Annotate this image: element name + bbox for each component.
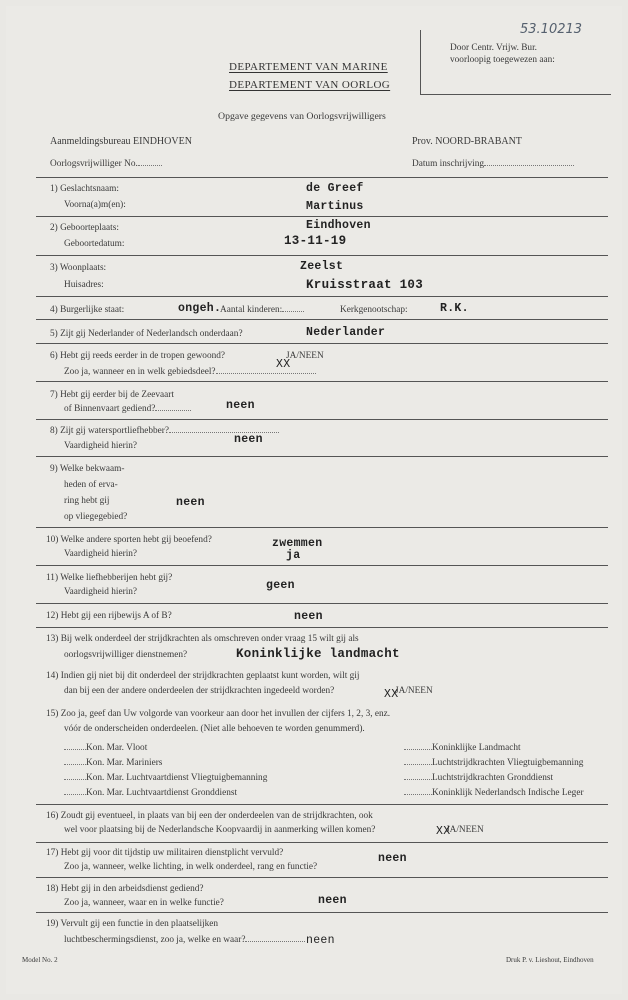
rule-8 <box>36 419 608 420</box>
rule-6 <box>36 343 608 344</box>
q9-line3: ring hebt gij <box>64 496 110 506</box>
q9-line2: heden of erva- <box>64 480 118 490</box>
q10-sport-value: zwemmen <box>272 537 323 550</box>
q15-right-item-blank <box>404 779 432 780</box>
q15-right-item-label: Koninklijk Nederlandsch Indische Leger <box>432 788 584 798</box>
q15-left-item-blank <box>64 749 86 750</box>
q4-label-religion: Kerkgenootschap: <box>340 305 408 315</box>
q15-right-item <box>404 759 583 768</box>
rule-9 <box>36 456 608 457</box>
q4-civil-status-value: ongeh. <box>178 302 222 315</box>
footer-printer: Druk P. v. Lieshout, Eindhoven <box>506 956 594 964</box>
q2-birthdate-value: 13-11-19 <box>284 234 347 248</box>
q16-line2: wel voor plaatsing bij de Nederlandsche Koopvaardij in aanmerking willen komen? <box>64 825 376 835</box>
q13-line1: 13) Bij welk onderdeel der strijdkrachten als omschreven onder vraag 15 wilt gij als <box>46 634 359 644</box>
q17-line1: 17) Hebt gij voor dit tijdstip uw militairen dienstplicht vervuld? <box>46 848 284 858</box>
rule-4 <box>36 296 608 297</box>
q15-right-item-label: Luchtstrijdkrachten Vliegtuigbemanning <box>432 758 584 768</box>
q13-line2: oorlogsvrijwilliger dienstnemen? <box>64 650 188 660</box>
q3-label-address: Huisadres: <box>64 280 104 290</box>
q6-line2: Zoo ja, wanneer en in welk gebiedsdeel? <box>64 368 316 377</box>
q15-left-item <box>64 789 237 798</box>
q14-mark: XX <box>384 688 399 701</box>
rule-11 <box>36 565 608 566</box>
q15-left-item-label: Kon. Mar. Luchtvaartdienst Vliegtuigbemanning <box>86 773 268 783</box>
q1-label-firstnames: Voorna(a)m(en): <box>64 200 126 210</box>
q15-right-item <box>404 774 553 783</box>
handwritten-reference: 53.10213 <box>520 22 583 37</box>
q16-mark: XX <box>436 825 451 838</box>
q1-label-surname: 1) Geslachtsnaam: <box>50 184 119 194</box>
q3-address-value: Kruisstraat 103 <box>306 278 424 292</box>
q9-value: neen <box>176 496 205 509</box>
q6-line1: 6) Hebt gij reeds eerder in de tropen gewoond? <box>50 351 226 361</box>
q15-left-item <box>64 759 162 768</box>
q8-line1: 8) Zijt gij watersportliefhebber? <box>50 427 279 436</box>
province: Prov. NOORD-BRABANT <box>412 136 522 147</box>
rule-15 <box>36 842 608 843</box>
q15-left-item-label: Kon. Mar. Vloot <box>86 743 148 753</box>
q15-line2: vóór de onderscheiden onderdeelen. (Niet alle behoeven te worden genummerd). <box>64 724 365 734</box>
q18-line1: 18) Hebt gij in den arbeidsdienst gediend? <box>46 884 204 894</box>
q4-label-civil-status: 4) Burgerlijke staat: <box>50 305 125 315</box>
aanmeldingsbureau: Aanmeldingsbureau EINDHOVEN <box>50 136 192 147</box>
q1-surname-value: de Greef <box>306 182 364 195</box>
q18-value: neen <box>318 894 347 907</box>
q15-left-item-blank <box>64 764 86 765</box>
q4-religion-value: R.K. <box>440 302 469 315</box>
q15-line1: 15) Zoo ja, geef dan Uw volgorde van voorkeur aan door het invullen der cijfers 1, 2, 3, enz. <box>46 709 391 719</box>
q15-right-item-blank <box>404 764 432 765</box>
rule-16 <box>36 877 608 878</box>
q2-label-birthdate: Geboortedatum: <box>64 239 125 249</box>
q15-right-item-blank <box>404 794 432 795</box>
q12-label: 12) Hebt gij een rijbewijs A of B? <box>46 611 172 621</box>
q9-line1: 9) Welke bekwaam- <box>50 464 125 474</box>
q17-line2: Zoo ja, wanneer, welke lichting, in welk onderdeel, rang en functie? <box>64 862 318 872</box>
rule-13 <box>36 627 608 628</box>
q12-value: neen <box>294 610 323 623</box>
q16-line1: 16) Zoudt gij eventueel, in plaats van bij een der onderdeelen van de strijdkrachten, ook <box>46 811 373 821</box>
form-title: Opgave gegevens van Oorlogsvrijwilligers <box>218 111 386 122</box>
q6-mark: XX <box>276 358 291 371</box>
dept-marine: DEPARTEMENT VAN MARINE <box>229 61 388 73</box>
rule-10 <box>36 527 608 528</box>
q7-line1: 7) Hebt gij eerder bij de Zeevaart <box>50 390 174 400</box>
rule-1 <box>36 177 608 178</box>
q15-left-item-blank <box>64 779 86 780</box>
q19-line2: luchtbeschermingsdienst, zoo ja, welke en waar? <box>64 936 305 945</box>
rule-2 <box>36 216 608 217</box>
q15-left-item-label: Kon. Mar. Luchtvaartdienst Gronddienst <box>86 788 238 798</box>
q11-value: geen <box>266 579 295 592</box>
q6-options: JA/NEEN <box>286 351 324 361</box>
q10-skill-value: ja <box>286 549 301 562</box>
rule-17 <box>36 912 608 913</box>
q11-line2: Vaardigheid hierin? <box>64 587 138 597</box>
q2-birthplace-value: Eindhoven <box>306 219 371 232</box>
q2-label-birthplace: 2) Geboorteplaats: <box>50 223 119 233</box>
q17-value: neen <box>378 852 407 865</box>
q19-value: neen <box>306 934 335 947</box>
q3-label-residence: 3) Woonplaats: <box>50 263 107 273</box>
q7-value: neen <box>226 399 255 412</box>
rule-12 <box>36 603 608 604</box>
rule-3 <box>36 255 608 256</box>
q15-left-item-blank <box>64 794 86 795</box>
q15-right-item-label: Koninklijke Landmacht <box>432 743 521 753</box>
q5-label: 5) Zijt gij Nederlander of Nederlandsch onderdaan? <box>50 329 243 339</box>
q8-line2: Vaardigheid hierin? <box>64 441 138 451</box>
q3-residence-value: Zeelst <box>300 260 344 273</box>
q1-firstnames-value: Martinus <box>306 200 364 213</box>
footer-model: Model No. 2 <box>22 956 58 964</box>
registration-date-label: Datum inschrijving <box>412 160 574 169</box>
q5-value: Nederlander <box>306 326 386 339</box>
box-line2: voorloopig toegewezen aan: <box>450 55 555 65</box>
q13-value: Koninklijke landmacht <box>236 647 400 661</box>
dept-oorlog: DEPARTEMENT VAN OORLOG <box>229 79 391 91</box>
q15-right-item <box>404 744 521 753</box>
q11-line1: 11) Welke liefhebberijen hebt gij? <box>46 573 173 583</box>
q15-left-item <box>64 744 147 753</box>
q15-right-item-label: Luchtstrijdkrachten Gronddienst <box>432 773 554 783</box>
rule-5 <box>36 319 608 320</box>
q14-line2: dan bij een der andere onderdeelen der strijdkrachten ingedeeld worden? <box>64 686 335 696</box>
q15-right-item <box>404 789 584 798</box>
rule-7 <box>36 381 608 382</box>
q16-options: JA/NEEN <box>446 825 484 835</box>
q10-line2: Vaardigheid hierin? <box>64 549 138 559</box>
q14-options: JA/NEEN <box>395 686 433 696</box>
q10-line1: 10) Welke andere sporten hebt gij beoefend? <box>46 535 212 545</box>
q7-line2: of Binnenvaart gediend? <box>64 405 191 414</box>
rule-14 <box>36 804 608 805</box>
volunteer-number-label: Oorlogsvrijwilliger No. <box>50 160 162 169</box>
q15-left-item-label: Kon. Mar. Mariniers <box>86 758 163 768</box>
q15-left-item <box>64 774 267 783</box>
q15-right-item-blank <box>404 749 432 750</box>
box-line1: Door Centr. Vrijw. Bur. <box>450 43 537 53</box>
q8-value: neen <box>234 433 263 446</box>
q4-label-children: Aantal kinderen: <box>220 306 304 315</box>
q19-line1: 19) Vervult gij een functie in den plaatselijken <box>46 919 219 929</box>
q18-line2: Zoo ja, wanneer, waar en in welke functie? <box>64 898 224 908</box>
q14-line1: 14) Indien gij niet bij dit onderdeel der strijdkrachten geplaatst kunt worden, wilt gij <box>46 671 360 681</box>
q9-line4: op vliegegebied? <box>64 512 128 522</box>
